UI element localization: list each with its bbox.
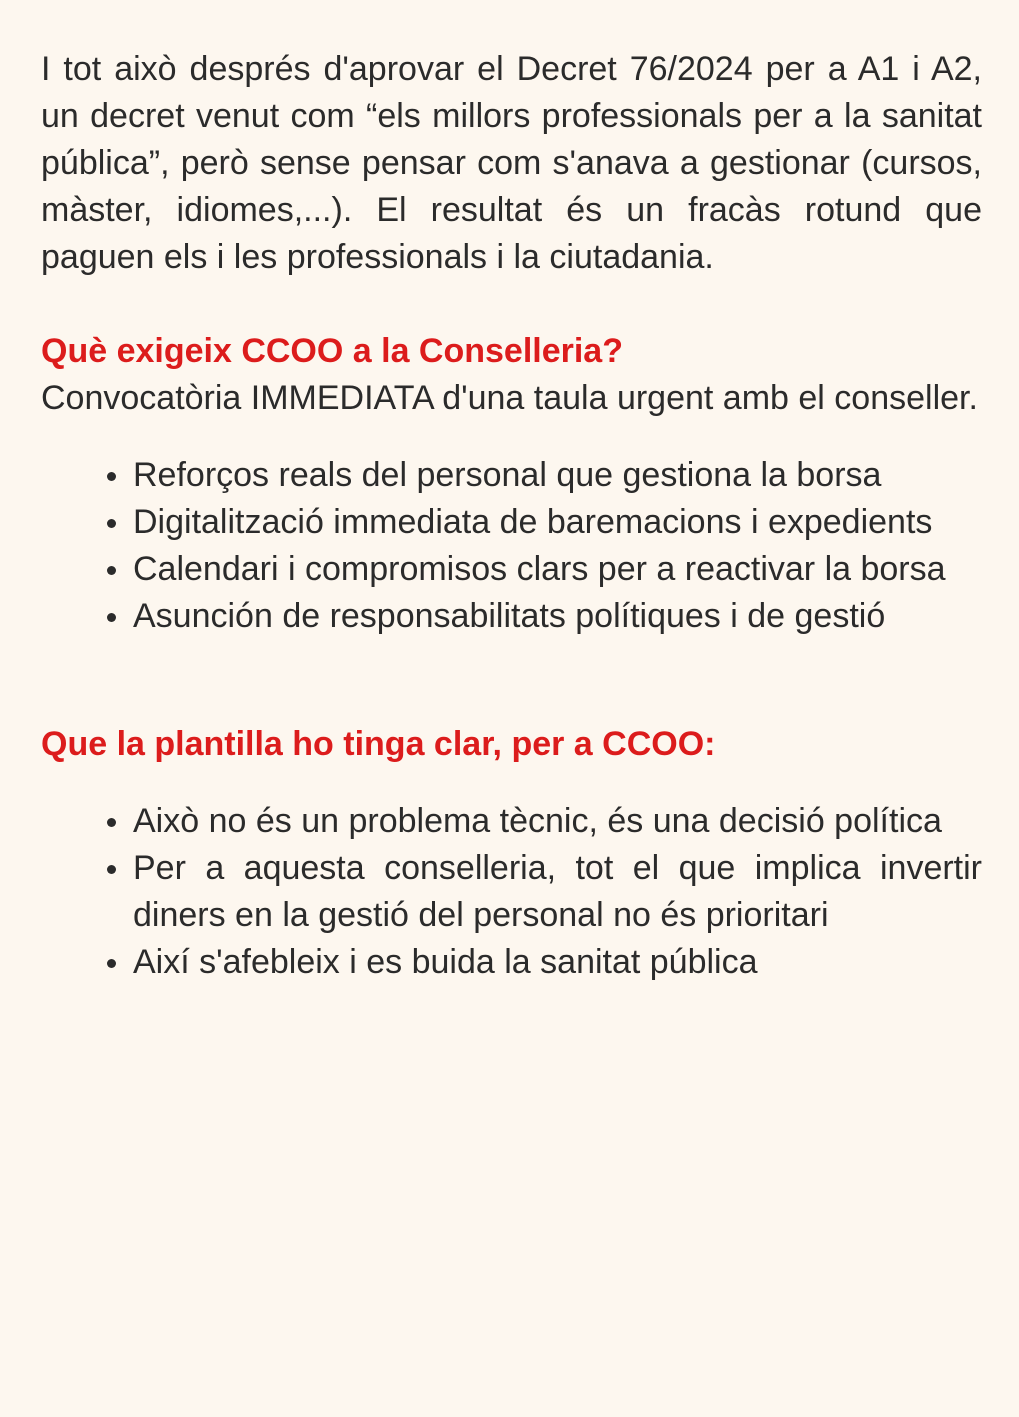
bullet-icon xyxy=(107,865,116,874)
bullet-icon xyxy=(107,818,116,827)
list-item xyxy=(133,845,982,939)
list-item-text: Així s'afebleix i es buida la sanitat pública xyxy=(133,943,758,981)
bullet-icon xyxy=(107,566,116,575)
list-item xyxy=(133,546,982,593)
list-item xyxy=(133,939,982,986)
bullet-icon xyxy=(107,519,116,528)
section1-paragraph: Convocatòria IMMEDIATA d'una taula urgent amb el conseller. xyxy=(41,379,978,417)
bullet-icon xyxy=(107,472,116,481)
bullet-icon xyxy=(107,959,116,968)
list-item-text: Això no és un problema tècnic, és una decisió política xyxy=(133,802,942,840)
list-item-text: Per a aquesta conselleria, tot el que implica invertir diners en la gestió del personal no és prioritari xyxy=(133,849,982,934)
bullet-icon xyxy=(107,613,116,622)
list-item xyxy=(133,593,982,640)
section2-heading: Que la plantilla ho tinga clar, per a CCOO: xyxy=(41,725,716,763)
statements-list xyxy=(41,798,982,986)
list-item-text: Asunción de responsabilitats polítiques i de gestió xyxy=(133,597,886,635)
list-item xyxy=(133,452,982,499)
section1-heading: Què exigeix CCOO a la Conselleria? xyxy=(41,332,623,370)
list-item xyxy=(133,499,982,546)
list-item-text: Digitalització immediata de baremacions i expedients xyxy=(133,503,933,541)
list-item-text: Calendari i compromisos clars per a reactivar la borsa xyxy=(133,550,946,588)
demands-list xyxy=(41,452,982,640)
list-item-text: Reforços reals del personal que gestiona la borsa xyxy=(133,456,882,494)
intro-paragraph: I tot això després d'aprovar el Decret 76/2024 per a A1 i A2, un decret venut com “els millors professionals per a la sanitat pública”, però sense pensar com s'anava a gestionar (cursos, màster, idiomes,...). El resultat és un fracàs rotund que paguen els i les professionals i la ciutadania. xyxy=(41,50,982,276)
list-item xyxy=(133,798,982,845)
